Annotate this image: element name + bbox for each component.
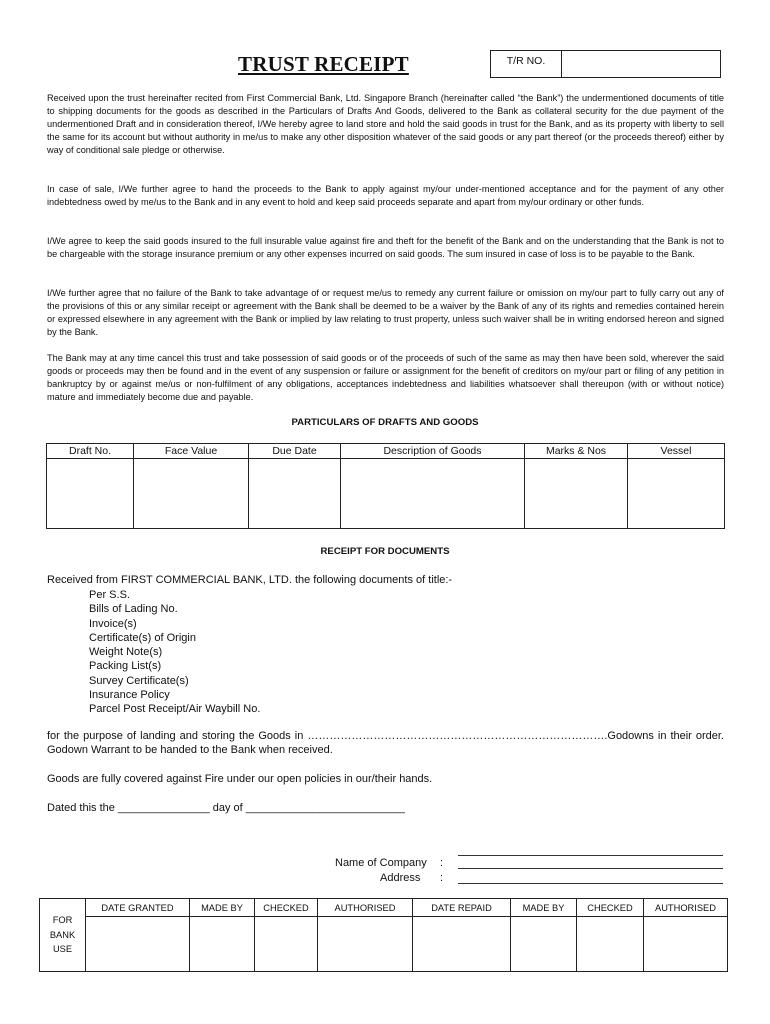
tr-number-box xyxy=(490,50,721,78)
tr-number-field[interactable] xyxy=(562,51,720,77)
column-header-draft-no: Draft No. xyxy=(47,444,134,459)
dated-line: Dated this the _______________ day of __________________________ xyxy=(47,802,405,814)
authorised-cell[interactable] xyxy=(644,917,728,972)
column-header-checked: CHECKED xyxy=(577,899,644,917)
column-header-made-by: MADE BY xyxy=(511,899,577,917)
face-value-cell[interactable] xyxy=(134,459,249,529)
column-header-authorised: AUTHORISED xyxy=(318,899,413,917)
date-granted-cell[interactable] xyxy=(86,917,190,972)
particulars-heading: PARTICULARS OF DRAFTS AND GOODS xyxy=(291,417,479,428)
draft-no-cell[interactable] xyxy=(47,459,134,529)
column-header-marks-nos: Marks & Nos xyxy=(525,444,628,459)
tr-number-label: T/R NO. xyxy=(491,51,562,77)
for-bank-use-label: FOR BANK USE xyxy=(40,899,86,972)
column-header-face-value: Face Value xyxy=(134,444,249,459)
document-item: Survey Certificate(s) xyxy=(89,674,189,687)
made-by-cell[interactable] xyxy=(190,917,255,972)
company-name-label: Name of Company xyxy=(335,857,427,869)
godown-warrant-line: Godown Warrant to be handed to the Bank when received. xyxy=(47,744,333,756)
checked-cell[interactable] xyxy=(255,917,318,972)
column-header-authorised: AUTHORISED xyxy=(644,899,728,917)
column-header-made-by: MADE BY xyxy=(190,899,255,917)
bank-header-row xyxy=(40,899,728,917)
terms-paragraph-5: The Bank may at any time cancel this trust and take possession of said goods or of the proceeds of such of the same as may then have been sold, wherever the said goods or proceeds may then be found and in the event of any suspension or failure or assignment for the benefit of creditors on my/our part or filing of any petition in bankruptcy by or against me/us or non-fulfilment of any obligations, acceptances indebtedness and liabilities whatsoever shall thereupon (with or without notice) mature and immediately become due and payable. xyxy=(47,353,724,402)
signature-line[interactable] xyxy=(458,855,723,856)
due-date-cell[interactable] xyxy=(249,459,341,529)
column-header-checked: CHECKED xyxy=(255,899,318,917)
document-item: Weight Note(s) xyxy=(89,646,163,659)
company-name-separator: : xyxy=(440,857,444,869)
documents-list xyxy=(89,588,260,717)
document-title: TRUST RECEIPT xyxy=(238,52,409,76)
terms-paragraph-2: In case of sale, I/We further agree to hand the proceeds to the Bank to apply against my/our under-mentioned acceptance and for the payment of any other indebtedness owed by me/us to the Bank and in any event to hold and keep said proceeds separate and apart from my/our ordinary or other funds. xyxy=(47,184,724,207)
address-field[interactable] xyxy=(458,883,723,884)
address-separator: : xyxy=(440,872,444,884)
column-header-date-granted: DATE GRANTED xyxy=(86,899,190,917)
vessel-cell[interactable] xyxy=(628,459,725,529)
document-item: Invoice(s) xyxy=(89,617,137,630)
landing-purpose-line: for the purpose of landing and storing the Goods in ……………………………………………………………………….Godowns in their order. xyxy=(47,730,724,742)
receipt-heading: RECEIPT FOR DOCUMENTS xyxy=(320,546,450,557)
authorised-cell[interactable] xyxy=(318,917,413,972)
document-item: Insurance Policy xyxy=(89,689,170,702)
column-header-vessel: Vessel xyxy=(628,444,725,459)
column-header-description: Description of Goods xyxy=(341,444,525,459)
bank-use-table xyxy=(39,898,728,972)
column-header-date-repaid: DATE REPAID xyxy=(413,899,511,917)
description-cell[interactable] xyxy=(341,459,525,529)
marks-nos-cell[interactable] xyxy=(525,459,628,529)
terms-paragraph-4: I/We further agree that no failure of the Bank to take advantage of or request me/us to remedy any current failure or omission on my/our part to fully carry out any of the provisions of this or any similar receipt or agreement with the Bank shall be deemed to be a waiver by the Bank of any of its rights and remedies contained herein or expressed elsewhere in any agreement with the Bank or implied by law relating to trust property, unless such waiver shall be in writing endorsed hereon and signed by the Bank. xyxy=(47,288,724,337)
terms-paragraph-1: Received upon the trust hereinafter recited from First Commercial Bank, Ltd. Singapore Branch (hereinafter called “the Bank”) the undermentioned documents of title to shipping documents for the goods as described in the Particulars of Drafts And Goods, delivered to the Bank as collateral security for the due payment of the undermentioned Draft and in consideration thereof, I/We hereby agree to land store and hold the said goods in trust for the Bank, and as its property with liberty to sell the same for its account but without authority in me/us to make any other disposition whatever of the said goods or any part thereof (or the proceeds thereof) either by way of conditional sale pledge or otherwise. xyxy=(47,93,724,155)
particulars-entry-row xyxy=(47,459,725,529)
terms-paragraph-3: I/We agree to keep the said goods insured to the full insurable value against fire and theft for the benefit of the Bank and on the understanding that the Bank is not to be chargeable with the storage insurance premium or any other expenses incurred on said goods. The sum insured in case of loss is to be payable to the Bank. xyxy=(47,236,724,259)
document-item: Parcel Post Receipt/Air Waybill No. xyxy=(89,703,261,716)
document-item: Packing List(s) xyxy=(89,660,162,673)
date-repaid-cell[interactable] xyxy=(413,917,511,972)
address-label: Address xyxy=(380,872,421,884)
made-by-cell[interactable] xyxy=(511,917,577,972)
particulars-table xyxy=(46,443,725,529)
insurance-line: Goods are fully covered against Fire under our open policies in our/their hands. xyxy=(47,773,433,785)
checked-cell[interactable] xyxy=(577,917,644,972)
document-item: Bills of Lading No. xyxy=(89,603,178,616)
column-header-due-date: Due Date xyxy=(249,444,341,459)
company-name-field[interactable] xyxy=(458,868,723,869)
receipt-intro: Received from FIRST COMMERCIAL BANK, LTD. the following documents of title:- xyxy=(47,574,453,586)
document-item: Per S.S. xyxy=(89,589,130,601)
document-item: Certificate(s) of Origin xyxy=(89,631,196,644)
bank-entry-row xyxy=(40,917,728,972)
particulars-header-row xyxy=(47,444,725,459)
